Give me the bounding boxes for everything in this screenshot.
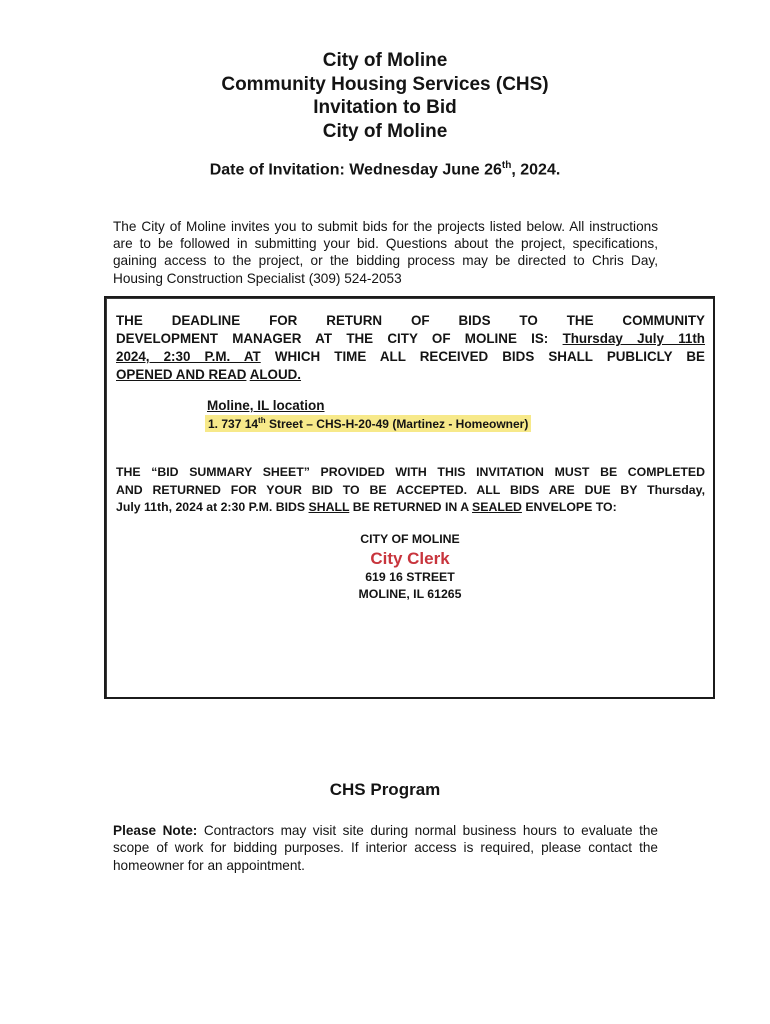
address-clerk: City Clerk (370, 549, 450, 568)
deadline-line-2 (116, 330, 705, 348)
address-street: 619 16 STREET (365, 570, 455, 584)
deadline-line-4 (116, 366, 705, 384)
summary-line-3 (116, 499, 705, 517)
deadline-aloud-underlined: ALOUD. (249, 367, 302, 382)
header-title-line-2: Community Housing Services (CHS) (221, 73, 549, 95)
address-org: CITY OF MOLINE (360, 532, 460, 546)
header-title-line-3: Invitation to Bid (313, 97, 457, 118)
deadline-paragraph (116, 312, 705, 384)
summary-sealed-underlined: SEALED (472, 500, 522, 514)
address-city: MOLINE, IL 61265 (358, 587, 462, 601)
header-title-line-4: City of Moline (322, 120, 448, 142)
summary-line-2: AND RETURNED FOR YOUR BID TO BE ACCEPTED. ALL BIDS ARE DUE BY Thursday, (116, 482, 705, 497)
date-rest: , 2024. (511, 161, 561, 179)
deadline-line-3-text: WHICH TIME ALL RECEIVED BIDS SHALL PUBLICLY BE (260, 349, 705, 364)
note-label: Please Note: (113, 823, 198, 838)
note-text: Contractors may visit site during normal business hours to evaluate the scope of work for bidding purposes. If interior access is required, please contact the homeowner for an appointment. (113, 823, 658, 873)
summary-line-3-b: BE RETURNED IN A (349, 500, 473, 514)
summary-line-3-a: July 11th, 2024 at 2:30 P.M. BIDS (116, 500, 309, 514)
summary-line-1: THE “BID SUMMARY SHEET” PROVIDED WITH THIS INVITATION MUST BE COMPLETED (116, 465, 705, 479)
deadline-time-underlined: 2024, 2:30 P.M. AT (116, 349, 261, 364)
invitation-date (0, 160, 770, 179)
deadline-line-3 (116, 348, 705, 366)
location-item-sup: th (258, 416, 266, 425)
mailing-address (0, 531, 770, 603)
header-title-line-1: City of Moline (322, 50, 448, 71)
deadline-line-1: THE DEADLINE FOR RETURN OF BIDS TO THE COMMUNITY (116, 313, 705, 328)
deadline-date-underlined: Thursday July 11th (562, 331, 705, 346)
location-heading: Moline, IL location (207, 398, 325, 413)
document-header (0, 49, 770, 143)
note-paragraph (113, 822, 658, 874)
program-title: CHS Program (329, 780, 441, 799)
deadline-opened-underlined: OPENED AND READ (116, 367, 247, 382)
location-item-1 (205, 415, 531, 432)
bid-summary-paragraph (116, 464, 705, 517)
date-suffix: th (501, 160, 512, 171)
location-item-prefix: 1. 737 14 (208, 417, 259, 431)
intro-paragraph: The City of Moline invites you to submit bids for the projects listed below. All instructions are to be followed in submitting your bid. Questions about the project, specifications, gaining access to the project, or the bidding process may be directed to Chris Day, Housing Construction Specialist (309) 524-2053 (113, 219, 658, 286)
summary-shall-underlined: SHALL (308, 500, 350, 514)
deadline-line-2-text: DEVELOPMENT MANAGER AT THE CITY OF MOLINE IS: (116, 331, 563, 346)
location-item-rest: Street – CHS-H-20-49 (Martinez - Homeowner) (265, 417, 529, 431)
summary-line-3-c: ENVELOPE TO: (521, 500, 617, 514)
date-prefix: Date of Invitation: Wednesday June 26 (209, 161, 502, 179)
